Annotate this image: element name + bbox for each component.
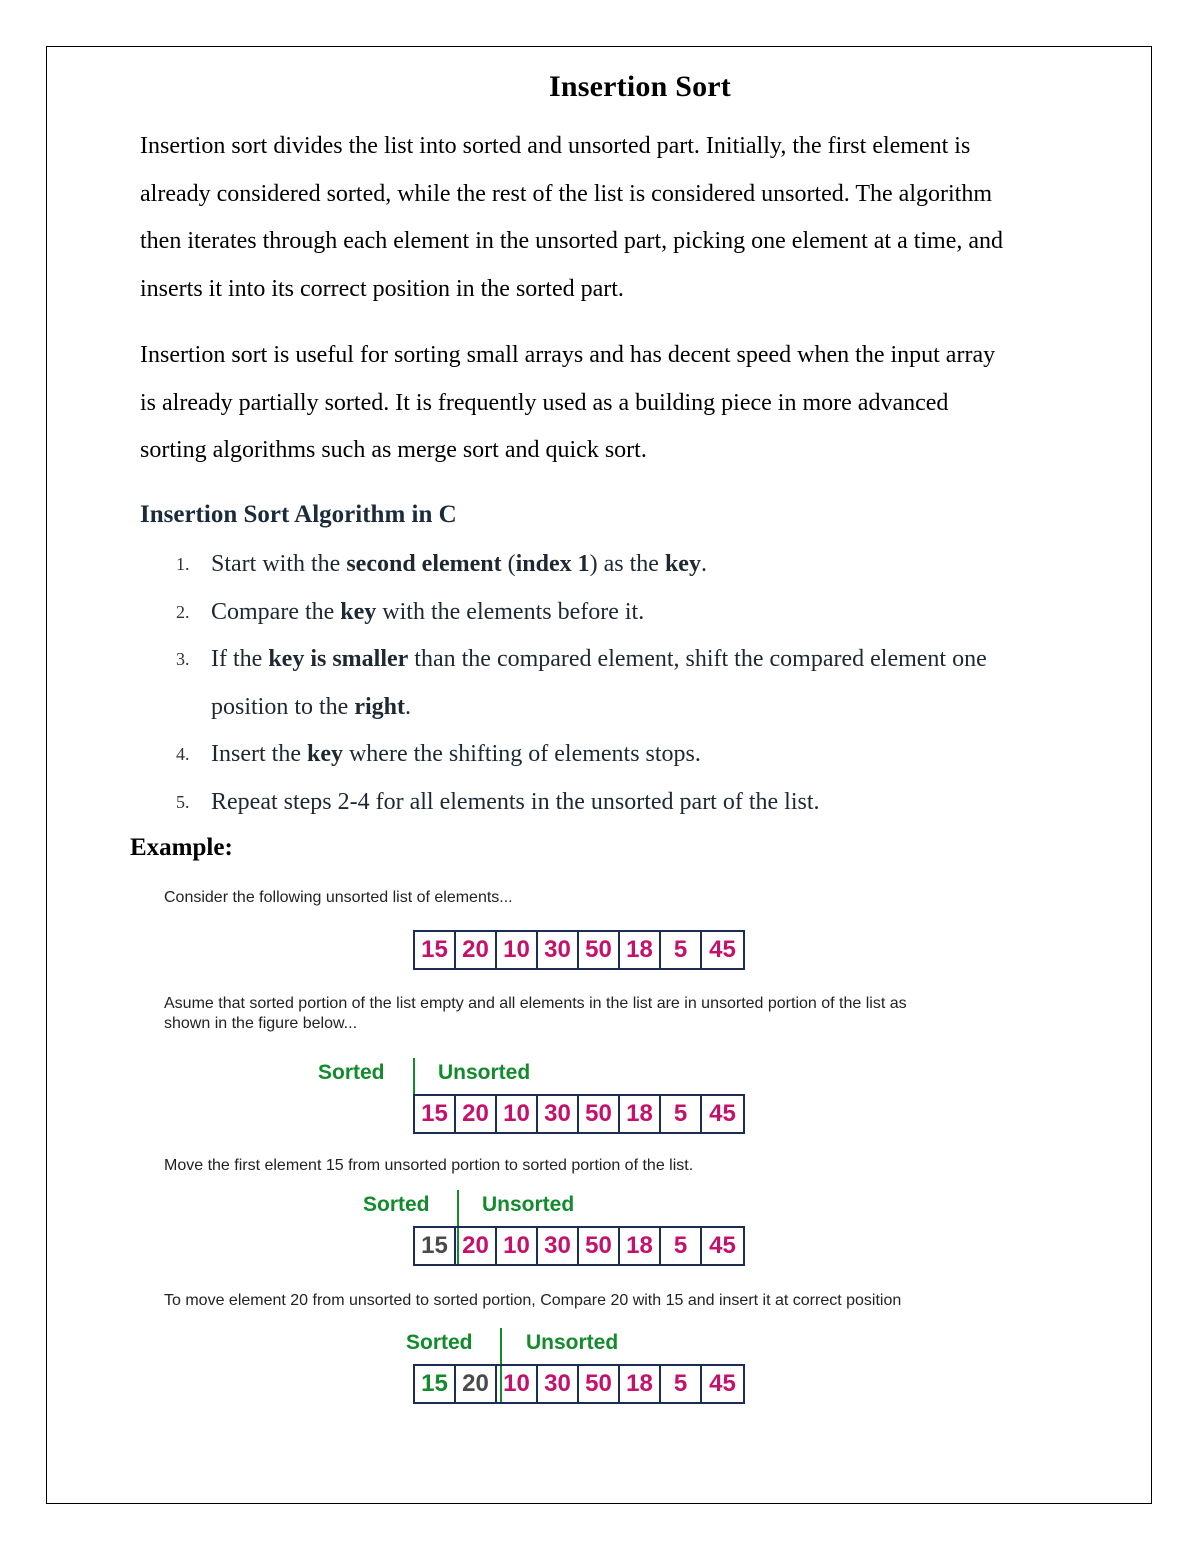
- step-text: Repeat steps 2-4 for all elements in the unsorted part of the list.: [211, 788, 820, 815]
- array-step-2: [413, 1364, 745, 1404]
- array-cell: 30: [538, 1096, 579, 1132]
- sorted-label: Sorted: [318, 1061, 385, 1084]
- array-cell: 5: [661, 1228, 702, 1264]
- step-bold-text: key: [340, 598, 377, 625]
- step-number: 5.: [176, 791, 190, 812]
- usage-line: is already partially sorted. It is frequently used as a building piece in more advanced: [140, 389, 949, 416]
- array-cell: 18: [620, 932, 661, 968]
- array-cell: 20: [456, 1366, 497, 1402]
- array-cell: 15: [415, 932, 456, 968]
- example-label: Example:: [130, 834, 233, 861]
- figure-caption-2-line: shown in the figure below...: [164, 1015, 358, 1032]
- array-cell: 20: [456, 1228, 497, 1264]
- step-text: with the elements before it.: [376, 598, 645, 625]
- usage-paragraph: [140, 332, 1140, 475]
- algorithm-step: [140, 589, 1140, 637]
- array-cell: 18: [620, 1366, 661, 1402]
- step-number: 3.: [176, 649, 190, 669]
- intro-line: inserts it into its correct position in the sorted part.: [140, 275, 624, 302]
- unsorted-label: Unsorted: [526, 1331, 619, 1354]
- array-cell: 30: [538, 932, 579, 968]
- array-cell: 20: [456, 1096, 497, 1132]
- step-text: where the shifting of elements stops.: [342, 741, 701, 767]
- step-number: 1.: [176, 554, 190, 574]
- array-cell: 20: [456, 932, 497, 968]
- step-text: than the compared element, shift the compared element one: [408, 646, 987, 672]
- algorithm-steps-list: [140, 541, 1140, 826]
- figure-caption-1: Consider the following unsorted list of elements...: [164, 889, 513, 906]
- array-step-0: [413, 1094, 745, 1134]
- sorted-label: Sorted: [363, 1193, 430, 1216]
- array-cell: 50: [579, 1228, 620, 1264]
- array-cell: 10: [497, 1366, 538, 1402]
- page-title: Insertion Sort: [549, 70, 731, 103]
- array-step-1: [413, 1226, 745, 1266]
- intro-paragraph: [140, 123, 1140, 313]
- step-text: .: [405, 693, 412, 720]
- algorithm-step: [140, 731, 1140, 779]
- figure-caption-2: [164, 994, 907, 1034]
- intro-line: then iterates through each element in the unsorted part, picking one element at a time, and: [140, 228, 1004, 254]
- array-cell: 5: [661, 1366, 702, 1402]
- step-text: ) as the: [589, 551, 665, 577]
- figure-caption-4: To move element 20 from unsorted to sorted portion, Compare 20 with 15 and insert it at correct position: [164, 1292, 902, 1309]
- figure-caption-3: Move the first element 15 from unsorted portion to sorted portion of the list.: [164, 1157, 694, 1174]
- step-text: Start with the: [211, 551, 347, 577]
- step-number: 2.: [176, 601, 190, 622]
- array-cell: 15: [415, 1228, 456, 1264]
- figure-caption-2-line: Asume that sorted portion of the list empty and all elements in the list are in unsorted portion of the list as: [164, 995, 907, 1012]
- array-cell: 45: [709, 1100, 736, 1127]
- step-text: If the: [211, 646, 269, 672]
- step-text: (: [501, 551, 516, 577]
- array-cell: 10: [497, 932, 538, 968]
- unsorted-label: Unsorted: [482, 1193, 575, 1216]
- intro-line: already considered sorted, while the rest of the list is considered unsorted. The algorithm: [140, 180, 992, 207]
- step-bold-text: second element: [346, 551, 502, 577]
- array-cell: 45: [709, 936, 736, 963]
- algorithm-heading: Insertion Sort Algorithm in C: [140, 501, 457, 528]
- array-cell: 50: [579, 1366, 620, 1402]
- step-bold-text: right: [354, 693, 406, 720]
- array-cell: 30: [538, 1366, 579, 1402]
- array-cell: 10: [497, 1228, 538, 1264]
- array-cell: 15: [415, 1096, 456, 1132]
- algorithm-step: [140, 636, 1140, 684]
- step-bold-text: key: [664, 551, 701, 577]
- array-cell: 50: [579, 1096, 620, 1132]
- array-cell: 50: [579, 932, 620, 968]
- array-cell: 5: [661, 932, 702, 968]
- usage-line: sorting algorithms such as merge sort and quick sort.: [140, 437, 647, 463]
- algorithm-step: [140, 684, 1140, 732]
- usage-line: Insertion sort is useful for sorting small arrays and has decent speed when the input array: [140, 342, 996, 368]
- array-initial: [413, 930, 745, 970]
- array-cell: 18: [620, 1096, 661, 1132]
- step-text: .: [700, 551, 707, 577]
- sorted-label: Sorted: [406, 1331, 473, 1354]
- array-cell: 15: [415, 1366, 456, 1402]
- array-cell: 30: [538, 1228, 579, 1264]
- step-bold-text: key: [306, 741, 343, 767]
- unsorted-label: Unsorted: [438, 1061, 531, 1084]
- step-bold-text: index 1: [515, 551, 590, 577]
- array-cell: 45: [709, 1370, 736, 1397]
- step-number: 4.: [176, 744, 190, 764]
- array-cell: 5: [661, 1096, 702, 1132]
- array-cell: 45: [709, 1232, 736, 1259]
- step-text: position to the: [211, 693, 355, 720]
- algorithm-step: [140, 541, 1140, 589]
- step-text: Insert the: [211, 741, 307, 767]
- algorithm-step: [140, 779, 1140, 827]
- array-cell: 18: [620, 1228, 661, 1264]
- array-cell: 10: [497, 1096, 538, 1132]
- intro-line: Insertion sort divides the list into sorted and unsorted part. Initially, the first element is: [140, 133, 971, 159]
- step-text: Compare the: [211, 598, 341, 625]
- step-bold-text: key is smaller: [268, 646, 409, 672]
